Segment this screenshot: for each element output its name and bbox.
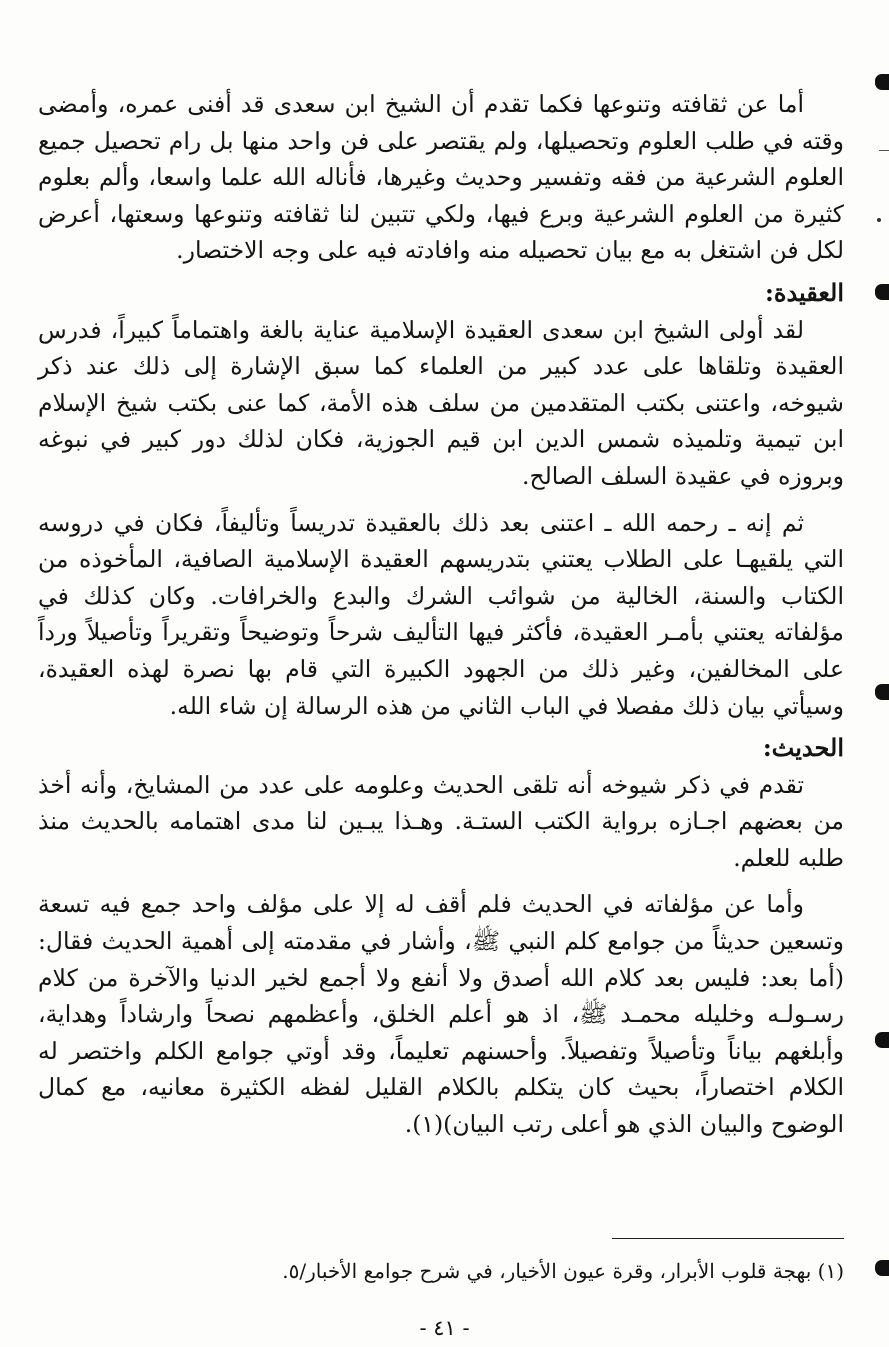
scan-edge-mark	[875, 284, 889, 300]
scan-edge-mark	[875, 1260, 889, 1276]
paragraph-culture: أما عن ثقافته وتنوعها فكما تقدم أن الشيخ ابن سعدى قد أفنى عمره، وأمضى وقته في طلب العلوم وتحصيلها، ولم يقتصر على فن واحد منها بل رام تحصيل جميع العلوم الشرعية من فقه وتفسير وحديث وغيرها، فأناله الله علما واسعا، وألم بعلوم كثيرة من العلوم الشرعية وبرع فيها، ولكي تتبين لنا ثقافته وتنوعها وسعتها، أعرض لكل فن اشتغل به مع بيان تحصيله منه وافادته فيه على وجه الاختصار.	[38, 90, 844, 265]
paragraph-aqeedah-study: لقد أولى الشيخ ابن سعدى العقيدة الإسلامية عناية بالغة واهتماماً كبيراً، فدرس العقيدة وتلقاها على عدد كبير من العلماء كما سبق الإشارة إلى ذلك عند ذكر شيوخه، واعتنى بكتب المتقدمين من سلف هذه الأمة، كما عنى بكتب شيخ الإسلام ابن تيمية وتلميذه شمس الدين ابن قيم الجوزية، فكان لذلك دور كبير في نبوغه وبروزه في عقيدة السلف الصالح.	[38, 315, 844, 490]
scan-edge-tick	[879, 150, 889, 151]
heading-hadith: الحديث:	[762, 733, 844, 763]
footnote: (١) بهجة قلوب الأبرار، وقرة عيون الأخيار، في شرح جوامع الأخبار/٥.	[282, 1259, 844, 1283]
scan-edge-mark	[875, 74, 889, 90]
paragraph-hadith-study: تقدم في ذكر شيوخه أنه تلقى الحديث وعلومه على عدد من المشايخ، وأنه أخذ من بعضهم اجـازه برواية الكتب الستـة. وهـذا يبـين لنا مدى اهتمامه بالحديث منذ طلبه للعلم.	[38, 770, 844, 872]
paragraph-hadith-works: وأما عن مؤلفاته في الحديث فلم أقف له إلا على مؤلف واحد جمع فيه تسعة وتسعين حديثاً من جوامع كلم النبي ﷺ، وأشار في مقدمته إلى أهمية الحديث فقال: (أما بعد: فليس بعد كلام الله أصدق ولا أنفع ولا أجمع لخير الدنيا والآخرة من كلام رسـولـه وخليله محمـد ﷺ، اذ هو أعلم الخلق، وأعظمهم نصحاً وارشاداً وهداية، وأبلغهم بياناً وتأصيلاً وتفصيلاً. وأحسنهم تعليماً، وقد أوتي جوامع الكلم واختصر له الكلام اختصاراً، بحيث كان يتكلم بالكلام القليل لفظه الكثيرة معانيه، مع كمال الوضوح والبيان الذي هو أعلى رتب البيان)(١).	[38, 890, 845, 1139]
paragraph-aqeedah-teaching: ثم إنه ـ رحمه الله ـ اعتنى بعد ذلك بالعقيدة تدريساً وتأليفاً، فكان في دروسه التي يلقيهـا على الطلاب يعتني بتدريسهم العقيدة الإسلامية الصافية، المأخوذه من الكتاب والسنة، الخالية من شوائب الشرك والبدع والخرافات. وكان كذلك في مؤلفاته يعتني بأمـر العقيدة، فأكثر فيها التأليف شرحاً وتوضيحاً وتقريراً وتأصيلاً ورداً على المخالفين، وغير ذلك من الجهود الكبيرة التي قام بها نصرة لهذه العقيدة، وسيأتي بيان ذلك مفصلا في الباب الثاني من هذه الرسالة إن شاء الله.	[38, 508, 844, 720]
scan-edge-dot	[877, 218, 881, 222]
heading-aqeedah: العقيدة:	[765, 277, 844, 307]
scan-edge-mark	[875, 684, 889, 700]
page-body	[38, 86, 844, 1143]
page-number: - ٤١ -	[419, 1316, 470, 1340]
scan-edge-mark	[875, 1032, 889, 1048]
footnote-divider	[612, 1238, 844, 1239]
